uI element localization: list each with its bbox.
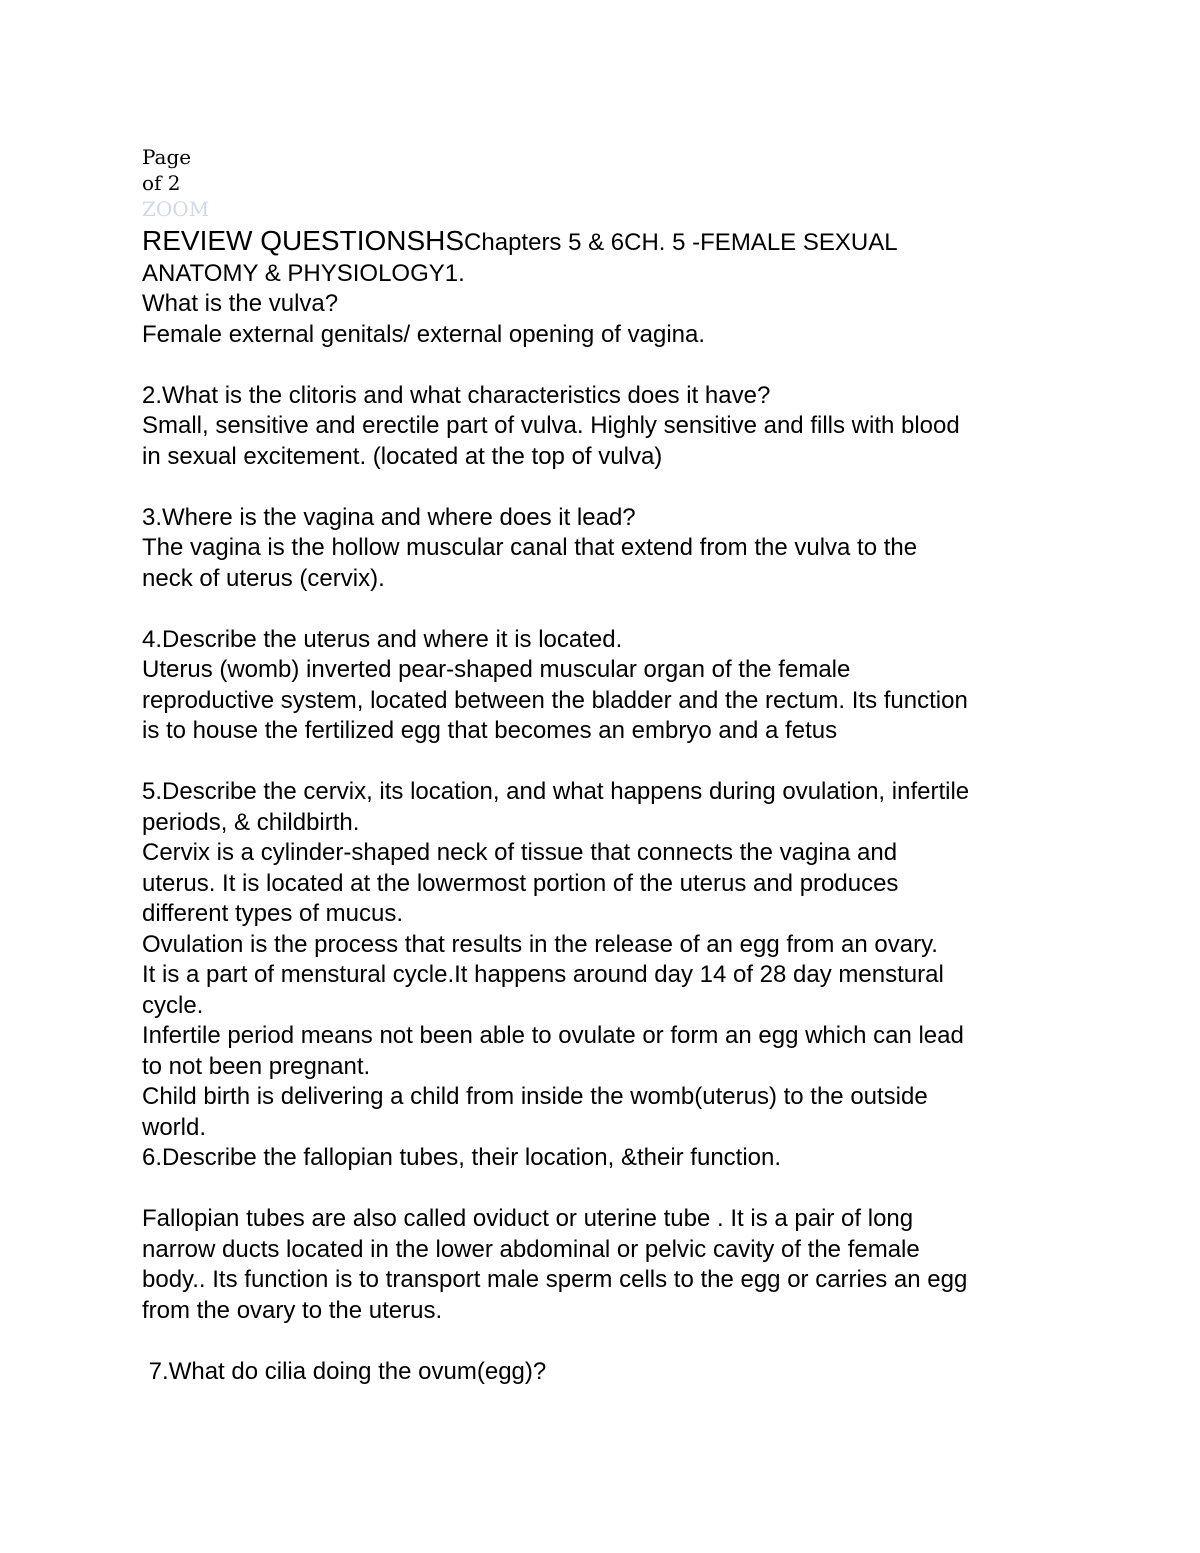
- document-body: [142, 226, 1072, 1387]
- answer-5-line-3: different types of mucus.: [142, 900, 404, 927]
- answer-5-line-4: Ovulation is the process that results in the release of an egg from an ovary.: [142, 930, 938, 958]
- answer-4-line-3: is to house the fertilized egg that becomes an embryo and a fetus: [142, 717, 838, 744]
- answer-5-line-5: It is a part of menstural cycle.It happens around day 14 of 28 day menstural: [142, 961, 944, 988]
- question-4: 4.Describe the uterus and where it is located.: [142, 625, 623, 653]
- answer-6-line-2: narrow ducts located in the lower abdominal or pelvic cavity of the female: [142, 1235, 920, 1263]
- question-1: What is the vulva?: [142, 290, 339, 317]
- heading-title: REVIEW QUESTIONSHS: [142, 225, 465, 256]
- question-7: 7.What do cilia doing the ovum(egg)?: [142, 1357, 547, 1385]
- document-heading: [142, 226, 1072, 259]
- zoom-label[interactable]: ZOOM: [142, 197, 210, 221]
- question-6: 6.Describe the fallopian tubes, their location, &their function.: [142, 1144, 782, 1171]
- question-2: 2.What is the clitoris and what characteristics does it have?: [142, 381, 771, 409]
- spacer: [142, 472, 1072, 503]
- page-count: of 2: [142, 171, 181, 195]
- answer-3-line-2: neck of uterus (cervix).: [142, 564, 385, 592]
- answer-6-line-4: from the ovary to the uterus.: [142, 1296, 443, 1324]
- answer-1: Female external genitals/ external opening of vagina.: [142, 320, 706, 348]
- answer-2-line-2: in sexual excitement. (located at the top of vulva): [142, 442, 663, 470]
- answer-5-line-1: Cervix is a cylinder-shaped neck of tissue that connects the vagina and: [142, 839, 898, 866]
- spacer: [142, 350, 1072, 381]
- heading-line-2: ANATOMY & PHYSIOLOGY1.: [142, 259, 465, 287]
- answer-2-line-1: Small, sensitive and erectile part of vulva. Highly sensitive and fills with blood: [142, 412, 960, 439]
- page-indicator: [142, 144, 209, 222]
- question-5-line-1: 5.Describe the cervix, its location, and what happens during ovulation, infertile: [142, 778, 970, 805]
- answer-4-line-2: reproductive system, located between the bladder and the rectum. Its function: [142, 686, 968, 714]
- answer-5-line-7: Infertile period means not been able to ovulate or form an egg which can lead: [142, 1022, 964, 1049]
- answer-6-line-3: body.. Its function is to transport male sperm cells to the egg or carries an egg: [142, 1266, 968, 1293]
- answer-6-line-1: Fallopian tubes are also called oviduct or uterine tube . It is a pair of long: [142, 1205, 914, 1232]
- answer-5-line-6: cycle.: [142, 991, 204, 1019]
- spacer: [142, 1326, 1072, 1357]
- answer-5-line-10: world.: [142, 1113, 207, 1141]
- answer-3-line-1: The vagina is the hollow muscular canal that extend from the vulva to the: [142, 534, 918, 561]
- answer-5-line-8: to not been pregnant.: [142, 1052, 371, 1080]
- page-label: Page: [142, 145, 192, 169]
- spacer: [142, 594, 1072, 625]
- question-5-line-2: periods, & childbirth.: [142, 808, 360, 836]
- question-3: 3.Where is the vagina and where does it lead?: [142, 503, 636, 531]
- heading-rest: Chapters 5 & 6CH. 5 -FEMALE SEXUAL: [464, 229, 898, 256]
- spacer: [142, 747, 1072, 778]
- answer-5-line-9: Child birth is delivering a child from inside the womb(uterus) to the outside: [142, 1083, 928, 1110]
- answer-4-line-1: Uterus (womb) inverted pear-shaped muscular organ of the female: [142, 656, 851, 683]
- answer-5-line-2: uterus. It is located at the lowermost portion of the uterus and produces: [142, 869, 899, 897]
- spacer: [142, 1174, 1072, 1205]
